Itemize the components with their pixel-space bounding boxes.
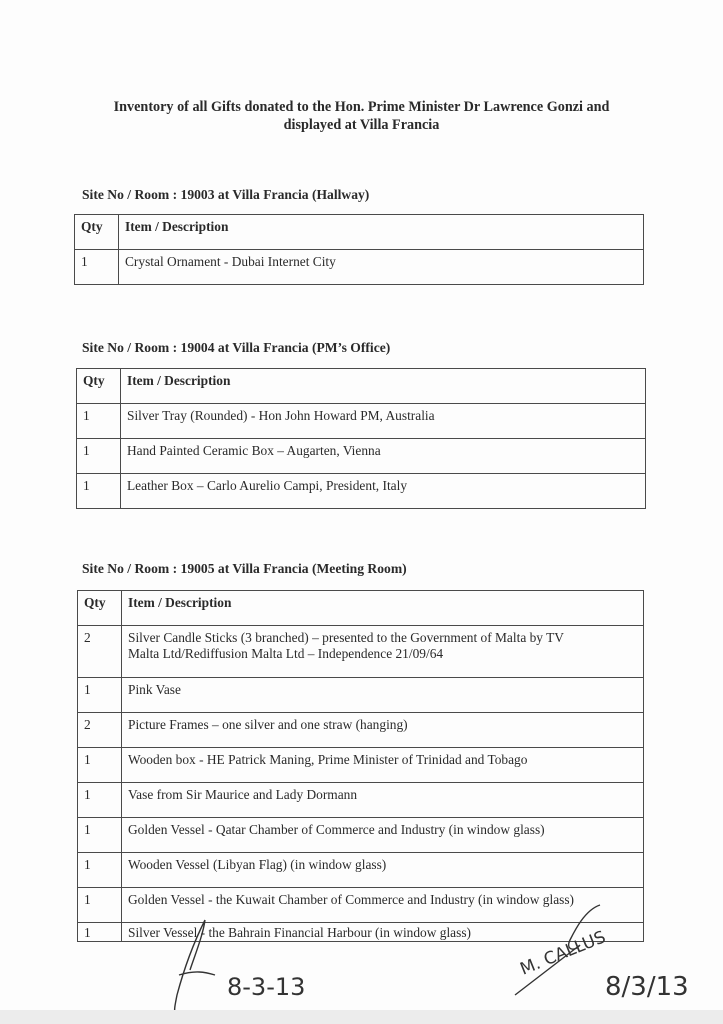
table-pms-office bbox=[76, 368, 646, 509]
qty-cell: 1 bbox=[75, 250, 119, 285]
item-cell: Vase from Sir Maurice and Lady Dormann bbox=[122, 783, 644, 818]
qty-cell: 1 bbox=[78, 783, 122, 818]
qty-cell: 1 bbox=[78, 818, 122, 853]
item-cell: Crystal Ornament - Dubai Internet City bbox=[119, 250, 644, 285]
qty-cell: 1 bbox=[78, 923, 122, 942]
table-row bbox=[78, 853, 644, 888]
table-row bbox=[77, 439, 646, 474]
item-cell: Silver Vessel - the Bahrain Financial Harbour (in window glass) bbox=[122, 923, 644, 942]
qty-cell: 1 bbox=[78, 888, 122, 923]
table-meeting-room bbox=[77, 590, 644, 942]
right-signature bbox=[505, 900, 705, 1005]
document-title bbox=[80, 98, 643, 134]
table-row bbox=[78, 678, 644, 713]
qty-cell: 1 bbox=[77, 439, 121, 474]
table-row bbox=[77, 474, 646, 509]
left-signature-date: 8-3-13 bbox=[227, 973, 306, 1001]
column-header-qty: Qty bbox=[77, 369, 121, 404]
qty-cell: 2 bbox=[78, 713, 122, 748]
bottom-strip bbox=[0, 1010, 723, 1024]
section-heading-meeting-room: Site No / Room : 19005 at Villa Francia (Meeting Room) bbox=[82, 561, 407, 576]
title-line-1: Inventory of all Gifts donated to the Hon. Prime Minister Dr Lawrence Gonzi and bbox=[113, 99, 610, 115]
section-heading-pms-office: Site No / Room : 19004 at Villa Francia (PM’s Office) bbox=[82, 340, 391, 355]
title-line-2: displayed at Villa Francia bbox=[283, 117, 440, 133]
table-row bbox=[77, 404, 646, 439]
column-header-qty: Qty bbox=[78, 591, 122, 626]
item-cell: Hand Painted Ceramic Box – Augarten, Vienna bbox=[121, 439, 646, 474]
table-row bbox=[78, 748, 644, 783]
item-cell: Wooden Vessel (Libyan Flag) (in window glass) bbox=[122, 853, 644, 888]
right-signature-date: 8/3/13 bbox=[605, 972, 689, 1002]
right-signature-name: M. CALLUS bbox=[517, 927, 609, 980]
item-cell: Picture Frames – one silver and one straw (hanging) bbox=[122, 713, 644, 748]
table-hallway bbox=[74, 214, 644, 285]
item-cell: Pink Vase bbox=[122, 678, 644, 713]
column-header-qty: Qty bbox=[75, 215, 119, 250]
column-header-item: Item / Description bbox=[121, 369, 646, 404]
table-row bbox=[78, 626, 644, 678]
qty-cell: 1 bbox=[78, 748, 122, 783]
table-row bbox=[78, 713, 644, 748]
item-cell: Leather Box – Carlo Aurelio Campi, President, Italy bbox=[121, 474, 646, 509]
table-row bbox=[78, 783, 644, 818]
item-cell bbox=[122, 626, 644, 678]
item-cell: Golden Vessel - the Kuwait Chamber of Commerce and Industry (in window glass) bbox=[122, 888, 644, 923]
item-line-1: Silver Candle Sticks (3 branched) – presented to the Government of Malta by TV bbox=[128, 630, 564, 645]
section-heading-hallway: Site No / Room : 19003 at Villa Francia (Hallway) bbox=[82, 187, 370, 202]
table-row bbox=[78, 818, 644, 853]
qty-cell: 1 bbox=[78, 678, 122, 713]
item-cell: Golden Vessel - Qatar Chamber of Commerce and Industry (in window glass) bbox=[122, 818, 644, 853]
qty-cell: 1 bbox=[78, 853, 122, 888]
column-header-item: Item / Description bbox=[119, 215, 644, 250]
left-signature bbox=[165, 915, 325, 1015]
item-cell: Silver Tray (Rounded) - Hon John Howard PM, Australia bbox=[121, 404, 646, 439]
table-row bbox=[75, 250, 644, 285]
item-cell: Wooden box - HE Patrick Maning, Prime Minister of Trinidad and Tobago bbox=[122, 748, 644, 783]
qty-cell: 2 bbox=[78, 626, 122, 678]
column-header-item: Item / Description bbox=[122, 591, 644, 626]
item-line-2: Malta Ltd/Rediffusion Malta Ltd – Independence 21/09/64 bbox=[128, 646, 444, 661]
qty-cell: 1 bbox=[77, 474, 121, 509]
qty-cell: 1 bbox=[77, 404, 121, 439]
